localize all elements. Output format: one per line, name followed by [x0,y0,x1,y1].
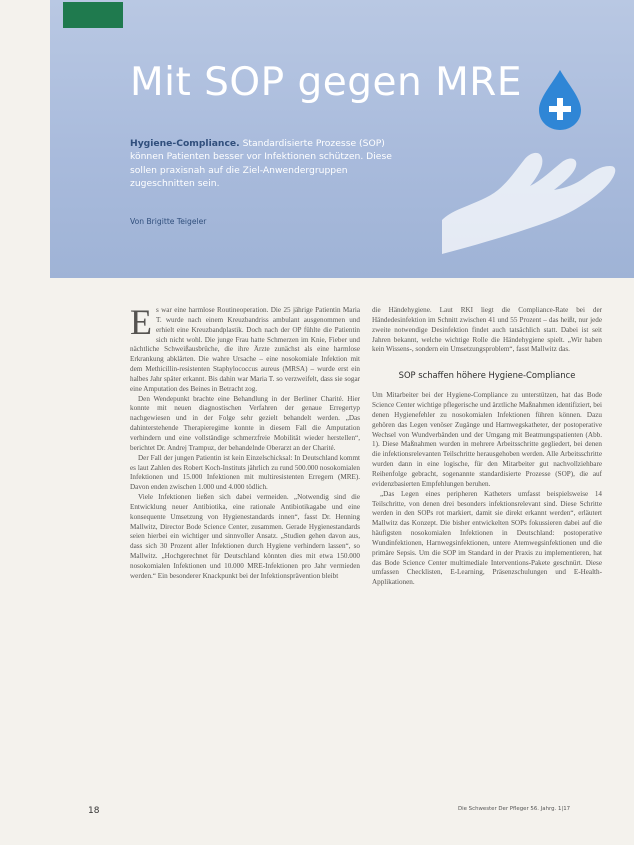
byline: Von Brigitte Teigeler [130,217,207,226]
paragraph: Viele Infektionen ließen sich dabei vermeiden. „Notwendig sind die Entwicklung neuer Antibiotika, eine rationale Antibiotikagabe und eine konsequente Umsetzung von Hygienestandards innen“, fasst Dr. Henning Mallwitz, Director Bode Science Center, zusammen. Gerade Hygienestandards seien hierbei ein wichtiger und sinnvoller Ansatz. „Studien gehen davon aus, dass sich 30 Prozent aller Infektionen durch Hygiene verhindern lassen“, so Mallwitz. „Hochgerechnet für Deutschland könnten dies mit etwa 150.000 nosokomialen Infektionen und 10.000 MRE-Infektionen pro Jahr vermieden werden.“ Ein besonderer Knackpunkt bei der Infektionsprävention bleibt [130,493,360,580]
open-hand-icon [442,142,626,278]
paragraph: Um Mitarbeiter bei der Hygiene-Compliance zu unterstützen, hat das Bode Science Center wichtige pflegerische und ärztliche Maßnahmen identifiziert, bei denen Hygienefehler zu nosokomialen Infektionen führen können. Dazu gehören das Legen venöser Zugänge und Harnwegskatheter, der postoperative Wechsel von Wundverbänden und der Umgang mit Beatmungspatienten (Abb. 1). Diese Maßnahmen wurden in mehrere Arbeitsschritte gegliedert, bei denen die infektionsrelevanten Teilschritte herausgehoben werden. Alle Arbeitsschritte wurden dann in eine logische, für den Mitarbeiter gut nachvollziehbare Reihenfolge gebracht, sogenannte standardisierte Prozesse (SOP), die auf evidenzbasierten Empfehlungen beruhen. [372,391,602,488]
text-column-left [130,302,360,582]
publication-footer: Die Schwester Der Pfleger 56. Jahrg. 1|17 [458,806,571,812]
paragraph: die Händehygiene. Laut RKI liegt die Compliance-Rate bei der Händedesinfektion im Schnitt zwischen 41 und 55 Prozent – das heißt, nur jede zweite notwendige Desinfektion findet auch tatsächlich statt. Dabei ist seit Jahren bekannt, welche wichtige Rolle die Händehygiene spielt. „Wir haben kein Wissens-, sondern ein Umsetzungsproblem“, fasst Mallwitz das. [372,306,602,354]
section-tab [63,2,123,28]
lead-text: Standardisierte Prozesse (SOP) können Patienten besser vor Infektionen schützen. Diese sollen praxisnah auf die Ziel-Anwendergruppen zugeschnitten sein. [130,138,392,190]
section-subheading: SOP schaffen höhere Hygiene-Compliance [398,370,576,381]
lead-kicker: Hygiene-Compliance. [130,138,240,149]
page-number: 18 [88,806,100,816]
paragraph: Den Wendepunkt brachte eine Behandlung in der Berliner Charité. Hier konnte mit neuen diagnostischen Verfahren der genaue Erregertyp nachgewiesen und in der Folge sehr gezielt behandelt werden. „Das dahinterstehende Therapieregime konnte in diesem Fall die Amputation verhindern und eine vollständige schmerzfreie Mobilität wieder herstellen“, berichtet Dr. Andrej Trampuz, der behandelnde Oberarzt an der Charité. [130,394,360,452]
text-column-right [372,306,602,588]
article-title: Mit SOP gegen MRE [130,60,523,105]
paragraph-text: s war eine harmlose Routineoperation. Die 25 jährige Patientin Maria T. wurde nach einem Kreuzbandriss ambulant ausgenommen und erhielt eine Kreuzbandplastik. Doch nach der OP fühlte die Patientin sich nicht wohl. Die junge Frau hatte Schmerzen im Knie, Fieber und nächtliche Schweißausbrüche, die ihre Ärzte zunächst als eine harmlose Erkrankung abklärten. Die wahre Ursache – eine nosokomiale Infektion mit dem Methicillin-resistenten Staphylococcus aureus (MRSA) – wurde erst ein halbes Jahr später erkannt. Bis dahin war Maria T. so verzweifelt, dass sie sogar eine Amputation des Beines in Betracht zog. [130,306,360,393]
paragraph: „Das Legen eines peripheren Katheters umfasst beispielsweise 14 Teilschritte, von denen drei besonders infektionsrelevant sind. Diese Schritte werden in den SOPs rot markiert, damit sie direkt erkannt werden“, erläutert Mallwitz das Konzept. Die bisher entwickelten SOPs fokussieren dabei auf die häufigsten nosokomialen Infektionen in Deutschland: postoperative Wundinfektionen, Harnwegsinfektionen, untere Atemwegsinfektionen und die primäre Sepsis. Um die SOP im Standard in der Praxis zu implementieren, hat das Bode Science Center multimediale Interventions-Pakete geschnürt. Diese umfassen Checklisten, E-Learning, Präsenzschulungen und E-Health-Applikationen. [372,489,602,587]
paragraph: Der Fall der jungen Patientin ist kein Einzelschicksal: In Deutschland kommt es laut Zahlen des Robert Koch-Instituts jährlich zu rund 500.000 nosokomialen Infektionen und 15.000 Infektionen mit multiresistenten Erregern (MRE). Davon enden zwischen 1.000 und 4.000 tödlich. [130,453,360,492]
article-lead [130,137,395,191]
drop-plus-icon [535,68,585,132]
paragraph [130,302,360,395]
hero-banner [50,0,634,278]
drop-cap: E [130,302,152,342]
